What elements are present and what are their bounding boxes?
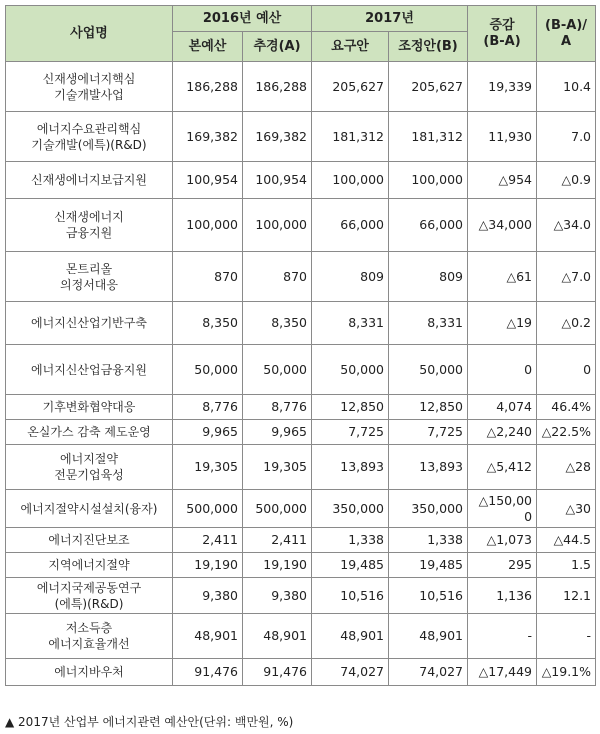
supplementary-a-cell: 8,350 [243, 302, 312, 345]
adjusted-b-cell: 19,485 [389, 553, 468, 578]
table-row [6, 345, 596, 395]
header-ratio: (B-A)/ A [537, 6, 596, 62]
adjusted-b-cell: 1,338 [389, 528, 468, 553]
header-2017: 2017년 [312, 6, 468, 32]
row-name-cell: 몬트리올 의정서대응 [6, 252, 173, 302]
budget-table-body [6, 62, 596, 686]
supplementary-a-cell: 2,411 [243, 528, 312, 553]
ratio-cell: 7.0 [537, 112, 596, 162]
request-cell: 205,627 [312, 62, 389, 112]
header-2016-budget: 2016년 예산 [173, 6, 312, 32]
request-cell: 350,000 [312, 490, 389, 528]
table-row [6, 528, 596, 553]
change-cell: △34,000 [468, 199, 537, 252]
table-row [6, 162, 596, 199]
change-cell: 19,339 [468, 62, 537, 112]
supplementary-a-cell: 9,380 [243, 578, 312, 614]
table-row [6, 199, 596, 252]
change-cell: △2,240 [468, 420, 537, 445]
table-row [6, 252, 596, 302]
header-change: 증감 (B-A) [468, 6, 537, 62]
original-budget-cell: 186,288 [173, 62, 243, 112]
ratio-cell: △7.0 [537, 252, 596, 302]
table-row [6, 614, 596, 659]
original-budget-cell: 50,000 [173, 345, 243, 395]
supplementary-a-cell: 870 [243, 252, 312, 302]
ratio-cell: △34.0 [537, 199, 596, 252]
original-budget-cell: 8,776 [173, 395, 243, 420]
table-row [6, 420, 596, 445]
header-project-name: 사업명 [6, 6, 173, 62]
request-cell: 809 [312, 252, 389, 302]
table-row [6, 302, 596, 345]
ratio-cell: △44.5 [537, 528, 596, 553]
ratio-cell: 46.4% [537, 395, 596, 420]
change-cell: 0 [468, 345, 537, 395]
request-cell: 1,338 [312, 528, 389, 553]
original-budget-cell: 870 [173, 252, 243, 302]
table-row [6, 62, 596, 112]
supplementary-a-cell: 19,305 [243, 445, 312, 490]
request-cell: 66,000 [312, 199, 389, 252]
ratio-cell: 1.5 [537, 553, 596, 578]
row-name-cell: 신재생에너지 금융지원 [6, 199, 173, 252]
table-row [6, 490, 596, 528]
request-cell: 8,331 [312, 302, 389, 345]
ratio-cell: △0.2 [537, 302, 596, 345]
change-cell: 1,136 [468, 578, 537, 614]
original-budget-cell: 500,000 [173, 490, 243, 528]
adjusted-b-cell: 10,516 [389, 578, 468, 614]
original-budget-cell: 9,965 [173, 420, 243, 445]
row-name-cell: 에너지절약시설설치(융자) [6, 490, 173, 528]
request-cell: 181,312 [312, 112, 389, 162]
header-adjusted-b: 조정안(B) [389, 32, 468, 62]
change-cell: △17,449 [468, 659, 537, 686]
row-name-cell: 에너지국제공동연구 (에특)(R&D) [6, 578, 173, 614]
adjusted-b-cell: 100,000 [389, 162, 468, 199]
row-name-cell: 에너지수요관리핵심 기술개발(에특)(R&D) [6, 112, 173, 162]
budget-table-container [5, 5, 595, 686]
change-cell: △19 [468, 302, 537, 345]
request-cell: 10,516 [312, 578, 389, 614]
header-supplementary-a: 추경(A) [243, 32, 312, 62]
adjusted-b-cell: 13,893 [389, 445, 468, 490]
ratio-cell: △28 [537, 445, 596, 490]
row-name-cell: 에너지절약 전문기업육성 [6, 445, 173, 490]
row-name-cell: 지역에너지절약 [6, 553, 173, 578]
change-cell: △61 [468, 252, 537, 302]
change-cell: △150,000 [468, 490, 537, 528]
change-cell: △954 [468, 162, 537, 199]
change-cell: - [468, 614, 537, 659]
supplementary-a-cell: 48,901 [243, 614, 312, 659]
ratio-cell: △22.5% [537, 420, 596, 445]
original-budget-cell: 100,954 [173, 162, 243, 199]
budget-table [5, 5, 596, 686]
ratio-cell: △19.1% [537, 659, 596, 686]
table-row [6, 112, 596, 162]
table-row [6, 445, 596, 490]
ratio-cell: - [537, 614, 596, 659]
supplementary-a-cell: 50,000 [243, 345, 312, 395]
table-row [6, 553, 596, 578]
adjusted-b-cell: 50,000 [389, 345, 468, 395]
adjusted-b-cell: 809 [389, 252, 468, 302]
supplementary-a-cell: 186,288 [243, 62, 312, 112]
adjusted-b-cell: 8,331 [389, 302, 468, 345]
adjusted-b-cell: 350,000 [389, 490, 468, 528]
supplementary-a-cell: 169,382 [243, 112, 312, 162]
original-budget-cell: 2,411 [173, 528, 243, 553]
request-cell: 100,000 [312, 162, 389, 199]
supplementary-a-cell: 500,000 [243, 490, 312, 528]
adjusted-b-cell: 74,027 [389, 659, 468, 686]
adjusted-b-cell: 12,850 [389, 395, 468, 420]
change-cell: △1,073 [468, 528, 537, 553]
original-budget-cell: 169,382 [173, 112, 243, 162]
supplementary-a-cell: 9,965 [243, 420, 312, 445]
supplementary-a-cell: 100,000 [243, 199, 312, 252]
table-caption: ▲ 2017년 산업부 에너지관련 예산안(단위: 백만원, %) [5, 715, 294, 729]
header-request: 요구안 [312, 32, 389, 62]
row-name-cell: 기후변화협약대응 [6, 395, 173, 420]
adjusted-b-cell: 7,725 [389, 420, 468, 445]
request-cell: 50,000 [312, 345, 389, 395]
request-cell: 19,485 [312, 553, 389, 578]
original-budget-cell: 19,305 [173, 445, 243, 490]
original-budget-cell: 9,380 [173, 578, 243, 614]
row-name-cell: 에너지신산업기반구축 [6, 302, 173, 345]
supplementary-a-cell: 100,954 [243, 162, 312, 199]
row-name-cell: 온실가스 감축 제도운영 [6, 420, 173, 445]
change-cell: △5,412 [468, 445, 537, 490]
supplementary-a-cell: 91,476 [243, 659, 312, 686]
original-budget-cell: 91,476 [173, 659, 243, 686]
change-cell: 295 [468, 553, 537, 578]
row-name-cell: 에너지진단보조 [6, 528, 173, 553]
row-name-cell: 신재생에너지핵심 기술개발사업 [6, 62, 173, 112]
request-cell: 12,850 [312, 395, 389, 420]
adjusted-b-cell: 205,627 [389, 62, 468, 112]
ratio-cell: 12.1 [537, 578, 596, 614]
supplementary-a-cell: 8,776 [243, 395, 312, 420]
request-cell: 7,725 [312, 420, 389, 445]
table-row [6, 659, 596, 686]
row-name-cell: 에너지바우처 [6, 659, 173, 686]
row-name-cell: 신재생에너지보급지원 [6, 162, 173, 199]
original-budget-cell: 19,190 [173, 553, 243, 578]
adjusted-b-cell: 48,901 [389, 614, 468, 659]
adjusted-b-cell: 66,000 [389, 199, 468, 252]
ratio-cell: △0.9 [537, 162, 596, 199]
request-cell: 48,901 [312, 614, 389, 659]
ratio-cell: 0 [537, 345, 596, 395]
header-original-budget: 본예산 [173, 32, 243, 62]
original-budget-cell: 100,000 [173, 199, 243, 252]
ratio-cell: △30 [537, 490, 596, 528]
supplementary-a-cell: 19,190 [243, 553, 312, 578]
request-cell: 74,027 [312, 659, 389, 686]
table-row [6, 395, 596, 420]
original-budget-cell: 8,350 [173, 302, 243, 345]
original-budget-cell: 48,901 [173, 614, 243, 659]
ratio-cell: 10.4 [537, 62, 596, 112]
row-name-cell: 저소득층 에너지효율개선 [6, 614, 173, 659]
request-cell: 13,893 [312, 445, 389, 490]
table-row [6, 578, 596, 614]
change-cell: 4,074 [468, 395, 537, 420]
change-cell: 11,930 [468, 112, 537, 162]
adjusted-b-cell: 181,312 [389, 112, 468, 162]
row-name-cell: 에너지신산업금융지원 [6, 345, 173, 395]
